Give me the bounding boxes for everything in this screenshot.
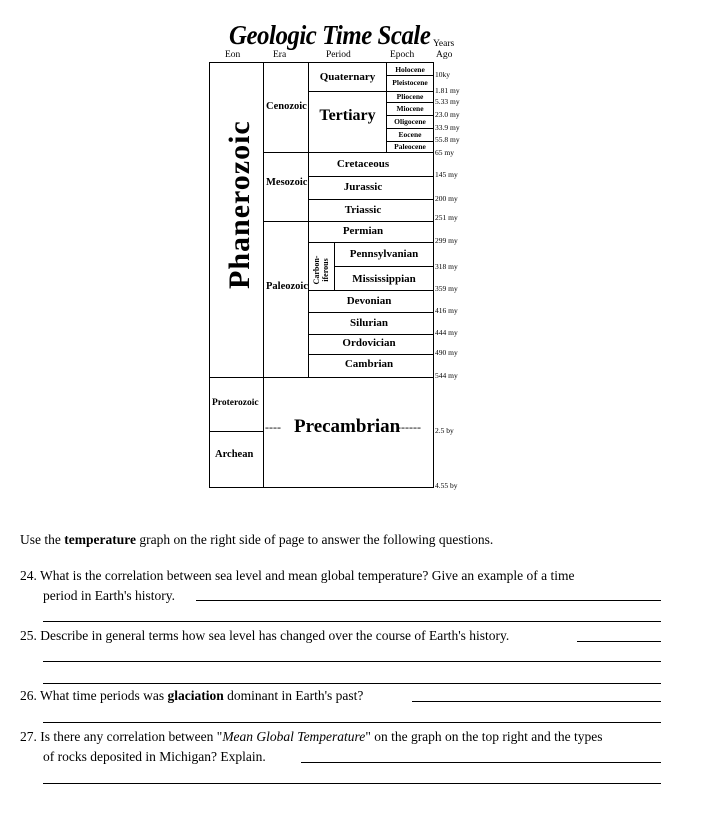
header-era: Era: [273, 50, 287, 60]
answer-line-25b[interactable]: [43, 661, 661, 662]
header-years: Years: [433, 39, 455, 49]
age-label: 23.0 my: [435, 110, 460, 119]
period-pennsylvanian: Pennsylvanian: [349, 248, 419, 260]
period-triassic: Triassic: [344, 204, 382, 216]
age-label: 1.81 my: [435, 86, 460, 95]
epoch-oligocene: Oligocene: [394, 117, 426, 126]
period-permian: Permian: [342, 225, 384, 237]
answer-line-27a[interactable]: [301, 762, 661, 763]
age-label: 65 my: [435, 148, 454, 157]
epoch-pliocene: Pliocene: [396, 92, 424, 101]
period-silurian: Silurian: [350, 317, 388, 329]
chart-title: Geologic Time Scale: [229, 20, 431, 50]
age-label: 33.9 my: [435, 123, 460, 132]
answer-line-24b[interactable]: [43, 621, 661, 622]
question-26: 26. What time periods was glaciation dominant in Earth's past?: [20, 688, 364, 703]
answer-line-24a[interactable]: [196, 600, 661, 601]
period-ordovician: Ordovician: [342, 337, 396, 349]
answer-line-25c[interactable]: [43, 683, 661, 684]
header-ago: Ago: [436, 50, 453, 60]
eon-archean: Archean: [215, 449, 254, 460]
header-epoch: Epoch: [390, 50, 415, 60]
period-quaternary: Quaternary: [319, 71, 376, 83]
age-label: 359 my: [435, 284, 458, 293]
age-label: 318 my: [435, 262, 458, 271]
age-label: 4.55 by: [435, 481, 458, 490]
header-period: Period: [326, 50, 351, 60]
age-label: 145 my: [435, 170, 458, 179]
answer-line-25a[interactable]: [577, 641, 661, 642]
header-eon: Eon: [225, 50, 241, 60]
intro-text: Use the temperature graph on the right side of page to answer the following questions.: [20, 532, 494, 547]
era-cenozoic: Cenozoic: [266, 101, 307, 112]
precambrian-dash-right: ------: [397, 420, 421, 434]
age-label: 444 my: [435, 328, 458, 337]
age-label: 55.8 my: [435, 135, 460, 144]
era-paleozoic: Paleozoic: [266, 281, 308, 292]
eon-phanerozoic: Phanerozoic: [223, 120, 256, 289]
question-25: 25. Describe in general terms how sea level has changed over the course of Earth's history.: [20, 628, 510, 643]
answer-line-26a[interactable]: [412, 701, 661, 702]
period-cretaceous: Cretaceous: [336, 158, 390, 170]
age-label: 2.5 by: [435, 426, 454, 435]
question-27: 27. Is there any correlation between "Mean Global Temperature" on the graph on the top right and the types of rocks deposited in Michigan? Explain.: [20, 729, 603, 764]
age-label: 490 my: [435, 348, 458, 357]
epoch-holocene: Holocene: [395, 65, 425, 74]
eon-proterozoic: Proterozoic: [212, 398, 259, 408]
age-label: 416 my: [435, 306, 458, 315]
answer-line-27b[interactable]: [43, 783, 661, 784]
epoch-paleocene: Paleocene: [394, 142, 426, 151]
epoch-miocene: Miocene: [396, 104, 424, 113]
age-label: 10ky: [435, 70, 450, 79]
answer-line-26b[interactable]: [43, 722, 661, 723]
period-cambrian: Cambrian: [344, 358, 394, 370]
question-24: 24. What is the correlation between sea level and mean global temperature? Give an example of a time period in Earth's history.: [20, 568, 575, 603]
age-label: 251 my: [435, 213, 458, 222]
age-label: 544 my: [435, 371, 458, 380]
age-label: 5.33 my: [435, 97, 460, 106]
period-carboniferous: Carbon- iferous: [312, 255, 330, 285]
era-mesozoic: Mesozoic: [266, 177, 308, 188]
period-mississippian: Mississippian: [352, 273, 416, 285]
age-label: 299 my: [435, 236, 458, 245]
age-label: 200 my: [435, 194, 458, 203]
period-tertiary: Tertiary: [319, 107, 376, 124]
period-devonian: Devonian: [346, 295, 392, 307]
epoch-pleistocene: Pleistocene: [392, 78, 428, 87]
precambrian-dash-left: ----: [265, 420, 281, 434]
epoch-eocene: Eocene: [398, 130, 422, 139]
period-precambrian: Precambrian: [294, 416, 401, 437]
period-jurassic: Jurassic: [343, 181, 383, 193]
